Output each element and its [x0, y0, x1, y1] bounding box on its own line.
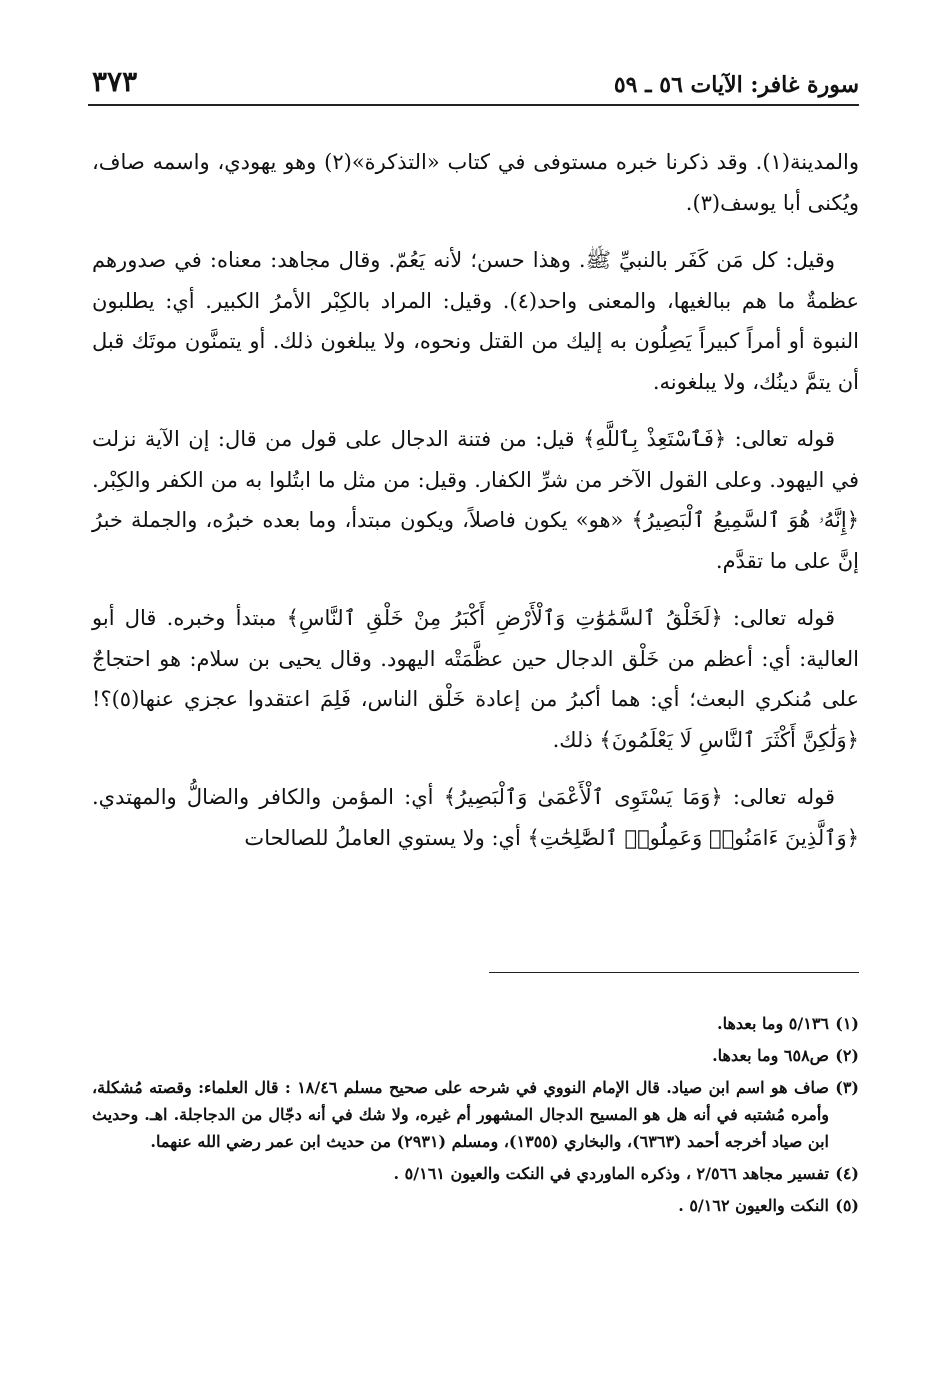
paragraph: والمدينة(١). وقد ذكرنا خبره مستوفى في كتاب «التذكرة»(٢) وهو يهودي، واسمه صاف، ويُكنى أبا يوسف(٣).	[92, 150, 859, 215]
running-title: سورة غافر: الآيات ٥٦ ـ ٥٩	[613, 72, 859, 98]
footnote-number: (٤)	[835, 1164, 859, 1183]
footnote-number: (٥)	[835, 1196, 859, 1215]
footnotes	[92, 1010, 859, 1224]
footnote	[92, 1160, 859, 1187]
footnote-text: ص٦٥٨ وما بعدها.	[712, 1046, 829, 1065]
footnote-number: (٣)	[835, 1078, 859, 1097]
main-text	[92, 142, 859, 875]
footnote-text: ٥/١٣٦ وما بعدها.	[717, 1014, 829, 1033]
footnote-separator	[489, 972, 859, 973]
footnote-text: النكت والعيون ٥/١٦٢ .	[678, 1196, 829, 1215]
footnote	[92, 1074, 859, 1155]
page-header	[88, 62, 859, 106]
footnote	[92, 1042, 859, 1069]
paragraph: وقيل: كل مَن كَفَر بالنبيِّ ﷺ. وهذا حسن؛ لأنه يَعُمّ. وقال مجاهد: معناه: في صدورهم عظمةٌ ما هم ببالغيها، والمعنى واحد(٤). وقيل: المراد بالكِبْر الأمرُ الكبير. أي: يطلبون النبوة أو أمراً كبيراً يَصِلُون به إليك من القتل ونحوه، ولا يبلغون ذلك. أو يتمنَّون موتَك قبل أن يتمَّ دينُك، ولا يبلغونه.	[92, 248, 859, 394]
footnote-number: (٢)	[835, 1046, 859, 1065]
footnote-text: صاف هو اسم ابن صياد. قال الإمام النووي في شرحه على صحيح مسلم ١٨/٤٦ : قال العلماء: وقصته مُشكلة، وأمره مُشتبه في أنه هل هو المسيح الدجال المشهور أم غيره، ولا شك في أنه دجّال من الدجاجلة. اهـ. وحديث ابن صياد أخرجه أحمد (٦٣٦٣)، والبخاري (١٣٥٥)، ومسلم (٢٩٣١) من حديث ابن عمر رضي الله عنهما.	[92, 1078, 830, 1151]
footnote	[92, 1010, 859, 1037]
paragraph: قوله تعالى: ﴿فَٱسْتَعِذْ بِٱللَّهِ﴾ قيل: من فتنة الدجال على قول من قال: إن الآية نزلت في اليهود. وعلى القول الآخر من شرِّ الكفار. وقيل: من مثل ما ابتُلوا به من الكفر والكِبْر. ﴿إِنَّهُۥ هُوَ ٱلسَّمِيعُ ٱلْبَصِيرُ﴾ «هو» يكون فاصلاً، ويكون مبتدأ، وما بعده خبرُه، والجملة خبرُ إنَّ على ما تقدَّم.	[92, 427, 859, 573]
page-number: ٣٧٣	[92, 65, 138, 98]
footnote-number: (١)	[835, 1014, 859, 1033]
footnote-text: تفسير مجاهد ٢/٥٦٦ ، وذكره الماوردي في النكت والعيون ٥/١٦١ .	[393, 1164, 829, 1183]
paragraph: قوله تعالى: ﴿لَخَلْقُ ٱلسَّمَٰوَٰتِ وَٱلْأَرْضِ أَكْبَرُ مِنْ خَلْقِ ٱلنَّاسِ﴾ مبتدأ وخبره. قال أبو العالية: أي: أعظم من خَلْق الدجال حين عظَّمَتْه اليهود. وقال يحيى بن سلام: هو احتجاجٌ على مُنكري البعث؛ أي: هما أكبرُ من إعادة خَلْق الناس، فَلِمَ اعتقدوا عجزي عنها(٥)؟! ﴿وَلَٰكِنَّ أَكْثَرَ ٱلنَّاسِ لَا يَعْلَمُونَ﴾ ذلك.	[92, 606, 859, 752]
paragraph: قوله تعالى: ﴿وَمَا يَسْتَوِى ٱلْأَعْمَىٰ وَٱلْبَصِيرُ﴾ أي: المؤمن والكافر والضالُّ والمهتدي. ﴿وَٱلَّذِينَ ءَامَنُوا۟ وَعَمِلُوا۟ ٱلصَّٰلِحَٰتِ﴾ أي: ولا يستوي العاملُ للصالحات	[92, 785, 859, 850]
footnote	[92, 1192, 859, 1219]
